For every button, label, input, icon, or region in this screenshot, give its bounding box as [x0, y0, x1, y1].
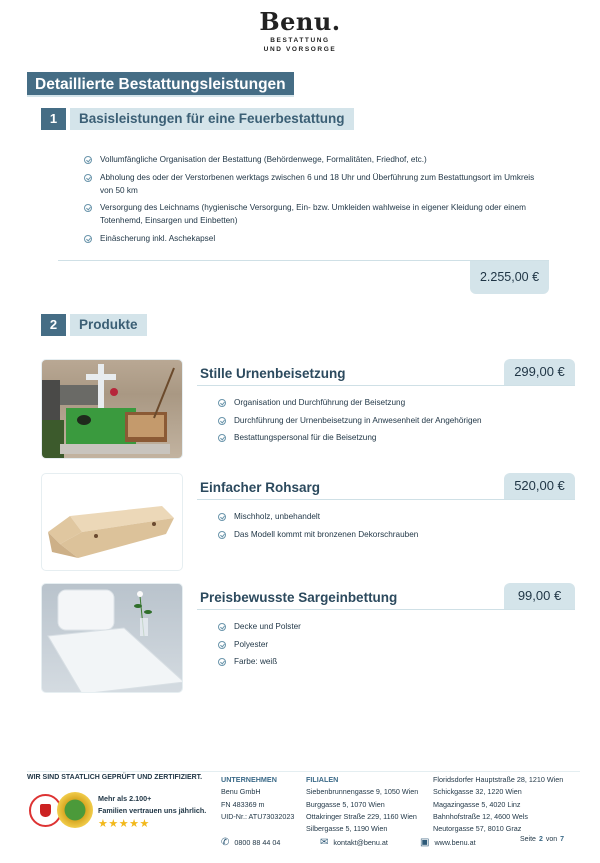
divider — [197, 609, 575, 610]
page-indicator: Seite 2 von 7 — [520, 836, 565, 843]
list-item: Organisation und Durchführung der Beisetzung — [218, 396, 578, 409]
check-circle-icon — [218, 434, 226, 442]
laptop-icon: ▣ — [420, 837, 430, 848]
footer-divider — [27, 771, 580, 772]
list-item: Farbe: weiß — [218, 655, 578, 668]
branches-col-1: FILIALEN Siebenbrunnengasse 9, 1050 Wien Burggasse 5, 1070 Wien Ottakringer Straße 229, 1160 Wien Silbergasse 5, 1190 Wien — [306, 775, 419, 834]
product-image-coffin — [41, 473, 183, 571]
product-title: Preisbewusste Sargeinbettung — [200, 590, 398, 605]
check-circle-icon — [84, 235, 92, 243]
branches-col-2: Floridsdorfer Hauptstraße 28, 1210 Wien Schickgasse 32, 1220 Wien Magazingasse 5, 4020 Linz Bahnhofstraße 12, 4600 Wels Neutorgasse 57, 8010 Graz — [433, 775, 564, 834]
product-image-bedding — [41, 583, 183, 693]
list-item: Einäscherung inkl. Aschekapsel — [84, 232, 544, 245]
check-circle-icon — [218, 531, 226, 539]
benu-logo — [0, 8, 600, 54]
check-circle-icon — [218, 623, 226, 631]
trust-text: Mehr als 2.100+ Familien vertrauen uns jährlich. — [98, 794, 207, 816]
wooden-coffin-photo — [42, 474, 183, 571]
brand-name: Benu. — [259, 7, 341, 36]
list-item: Das Modell kommt mit bronzenen Dekorschrauben — [218, 528, 578, 541]
company-info: UNTERNEHMEN Benu GmbH FN 483369 m UID-Nr.: ATU73032023 — [221, 775, 295, 821]
check-circle-icon — [218, 658, 226, 666]
check-circle-icon — [84, 204, 92, 212]
product-price: 520,00 € — [504, 473, 575, 499]
page-title: Detaillierte Bestattungsleistungen — [27, 72, 294, 97]
product-image-grave — [41, 359, 183, 459]
check-circle-icon — [218, 513, 226, 521]
product-price: 99,00 € — [504, 583, 575, 609]
check-circle-icon — [218, 399, 226, 407]
check-circle-icon — [84, 156, 92, 164]
check-circle-icon — [84, 174, 92, 182]
grave-with-cross-photo — [42, 360, 183, 459]
list-item: Durchführung der Urnenbeisetzung in Anwesenheit der Angehörigen — [218, 414, 578, 427]
email-link[interactable]: ✉ kontakt@benu.at — [320, 837, 388, 848]
list-item: Versorgung des Leichnams (hygienische Versorgung, Ein- bzw. Umkleiden wahlweise in eigener Kleidung oder einem Totenhemd, Einsargen und Einbetten) — [84, 201, 544, 227]
basic-services-list — [84, 153, 544, 249]
section-1-header — [41, 108, 354, 130]
product-title: Stille Urnenbeisetzung — [200, 366, 346, 381]
section-number: 2 — [41, 314, 66, 336]
check-circle-icon — [218, 417, 226, 425]
certified-text: WIR SIND STAATLICH GEPRÜFT UND ZERTIFIZIERT. — [27, 774, 203, 781]
list-item: Mischholz, unbehandelt — [218, 510, 578, 523]
list-item: Decke und Polster — [218, 620, 578, 633]
list-item: Bestattungspersonal für die Beisetzung — [218, 431, 578, 444]
white-bedding-photo — [42, 584, 183, 693]
mail-icon: ✉ — [320, 837, 329, 848]
product-price: 299,00 € — [504, 359, 575, 385]
check-circle-icon — [218, 641, 226, 649]
total-price: 2.255,00 € — [470, 261, 549, 294]
website-link[interactable]: ▣ www.benu.at — [420, 837, 476, 848]
section-label: Basisleistungen für eine Feuerbestattung — [70, 108, 354, 130]
section-number: 1 — [41, 108, 66, 130]
customer-award-badge-icon — [57, 792, 93, 828]
section-2-header — [41, 314, 147, 336]
phone-icon: ✆ — [221, 837, 230, 848]
divider — [197, 499, 575, 500]
product-features — [218, 510, 578, 545]
product-title: Einfacher Rohsarg — [200, 480, 321, 495]
list-item: Vollumfängliche Organisation der Bestattung (Behördenwege, Formalitäten, Friedhof, etc.) — [84, 153, 544, 166]
product-features — [218, 396, 578, 449]
rating-stars-icon: ★★★★★ — [98, 818, 150, 830]
list-item: Polyester — [218, 638, 578, 651]
tagline-2: UND VORSORGE — [263, 46, 337, 53]
section-label: Produkte — [70, 314, 147, 336]
list-item: Abholung des oder der Verstorbenen werktags zwischen 6 und 18 Uhr und Überführung zum Bestattungsort im Umkreis von 50 km — [84, 171, 544, 197]
divider — [197, 385, 575, 386]
product-features — [218, 620, 578, 673]
phone-link[interactable]: ✆ 0800 88 44 04 — [221, 837, 281, 848]
tagline-1: BESTATTUNG — [270, 37, 330, 44]
